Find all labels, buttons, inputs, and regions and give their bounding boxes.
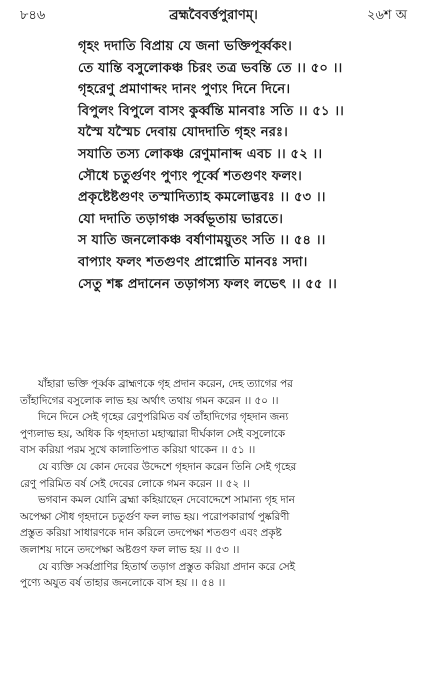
verse-line: যো দদাতি তড়াগঞ্চ সর্ব্বভূতায় ভারতে। <box>78 211 284 227</box>
paragraph-line: প্রস্তুত করিয়া সাধারণকে দান করিলে তদপেক্ষা শতগুণ এবং প্রকৃষ্ট <box>20 527 282 540</box>
verse-line: প্রকৃষ্টেষ্টগুণং তস্মাদিত্যাহ কমলোদ্ভবঃ ।। ৫৩ ।। <box>78 190 326 206</box>
bengali-commentary <box>20 376 417 592</box>
verse-line: সৌধে চতুর্গুণং পুণ্যং পূর্ব্বে শতগুণং ফলং। <box>78 168 302 184</box>
page-header <box>14 4 413 26</box>
commentary-paragraph <box>20 376 417 409</box>
commentary-paragraph <box>20 409 417 459</box>
paragraph-line: ভগবান কমল যোনি ব্রহ্মা কহিয়াছেন দেবোদ্দেশে সামান্য গৃহ দান <box>38 494 295 507</box>
commentary-paragraph <box>20 559 417 592</box>
paragraph-line: যে ব্যক্তি যে কোন দেবের উদ্দেশে গৃহদান করেন তিনি সেই গৃহের <box>38 460 297 473</box>
verse-line: গৃহং দদাতি বিপ্রায় যে জনা ভক্তিপূর্ব্বকং। <box>78 39 293 54</box>
paragraph-line: পুণ্যলাভ হয়, অধিক কি গৃহদাতা মহাত্মারা দীর্ঘকাল সেই বসুলোকে <box>20 427 285 440</box>
sanskrit-verses <box>78 36 419 295</box>
paragraph-line: যাঁহারা ভক্তি পূর্ব্বক ব্রাহ্মণকে গৃহ প্রদান করেন, দেহ ত্যাগের পর <box>38 378 293 390</box>
verse-line: তে যান্তি বসুলোকঞ্চ চিরং তত্র ভবন্তি তে ।। ৫০ ।। <box>78 60 343 76</box>
paragraph-line: অপেক্ষা সৌধ গৃহদানে চতুর্গুণ ফল লাভ হয়। পরোপকারার্থ পুষ্করিণী <box>20 510 290 523</box>
commentary-paragraph <box>20 459 417 492</box>
chapter-label: ২৬শ অ <box>367 8 407 23</box>
verse-line: সেতু শঙ্ক প্রদানেন তড়াগস্য ফলং লভেৎ ।। ৫৫ ।। <box>78 276 337 292</box>
paragraph-line: তাঁহাদিগের বসুলোক লাভ হয় অর্থাৎ তথায় গমন করেন ।। ৫০ ।। <box>20 394 279 407</box>
running-title: ব্রহ্মবৈবর্ত্তপুরাণম্। <box>169 8 258 23</box>
verse-line: স যাতি জনলোকঞ্চ বর্ষাণাময়ুতং সতি ।। ৫৪ ।। <box>78 233 326 249</box>
paragraph-line: পুণ্যে অযুত বর্ষ তাহার জনলোকে বাস হয় ।। ৫৪ ।। <box>20 577 226 590</box>
paragraph-line: বাস করিয়া পরম সুখে কালাতিপাত করিয়া থাকেন ।। ৫১ ।। <box>20 444 256 457</box>
page-number: ৮৪৬ <box>20 8 46 23</box>
verse-line: যস্মৈ যস্মৈচ দেবায় যোদদাতি গৃহং নরঃ। <box>78 125 288 141</box>
verse-line: গৃহরেণু প্রমাণাব্দং দানং পুণ্যং দিনে দিনে। <box>78 82 291 98</box>
verse-line: বাপ্যাং ফলং শতগুণং প্রাপ্নোতি মানবঃ সদা। <box>78 254 308 270</box>
paragraph-line: দিনে দিনে সেই গৃহের রেণুপরিমিত বর্ষ তাঁহাদিগের গৃহদান জন্য <box>38 411 289 424</box>
paragraph-line: যে ব্যক্তি সর্ব্বপ্রাণির হিতার্থ তড়াগ প্রস্তুত করিয়া প্রদান করে সেই <box>38 560 295 573</box>
verse-line: বিপুলং বিপুলে বাসং কুর্ব্বন্তি মানবাঃ সতি ।। ৫১ ।। <box>78 103 344 119</box>
verse-line: সযাতি তস্য লোকঞ্চ রেণুমানাব্দ এবচ ।। ৫২ ।। <box>78 146 323 162</box>
paragraph-line: রেণু পরিমিত বর্ষ সেই দেবের লোকে গমন করেন ।। ৫২ ।। <box>20 477 250 490</box>
paragraph-line: জলাশয় দানে তদপেক্ষা অষ্টগুণ ফল লাভ হয় ।। ৫৩ ।। <box>20 543 240 556</box>
commentary-paragraph <box>20 492 417 558</box>
